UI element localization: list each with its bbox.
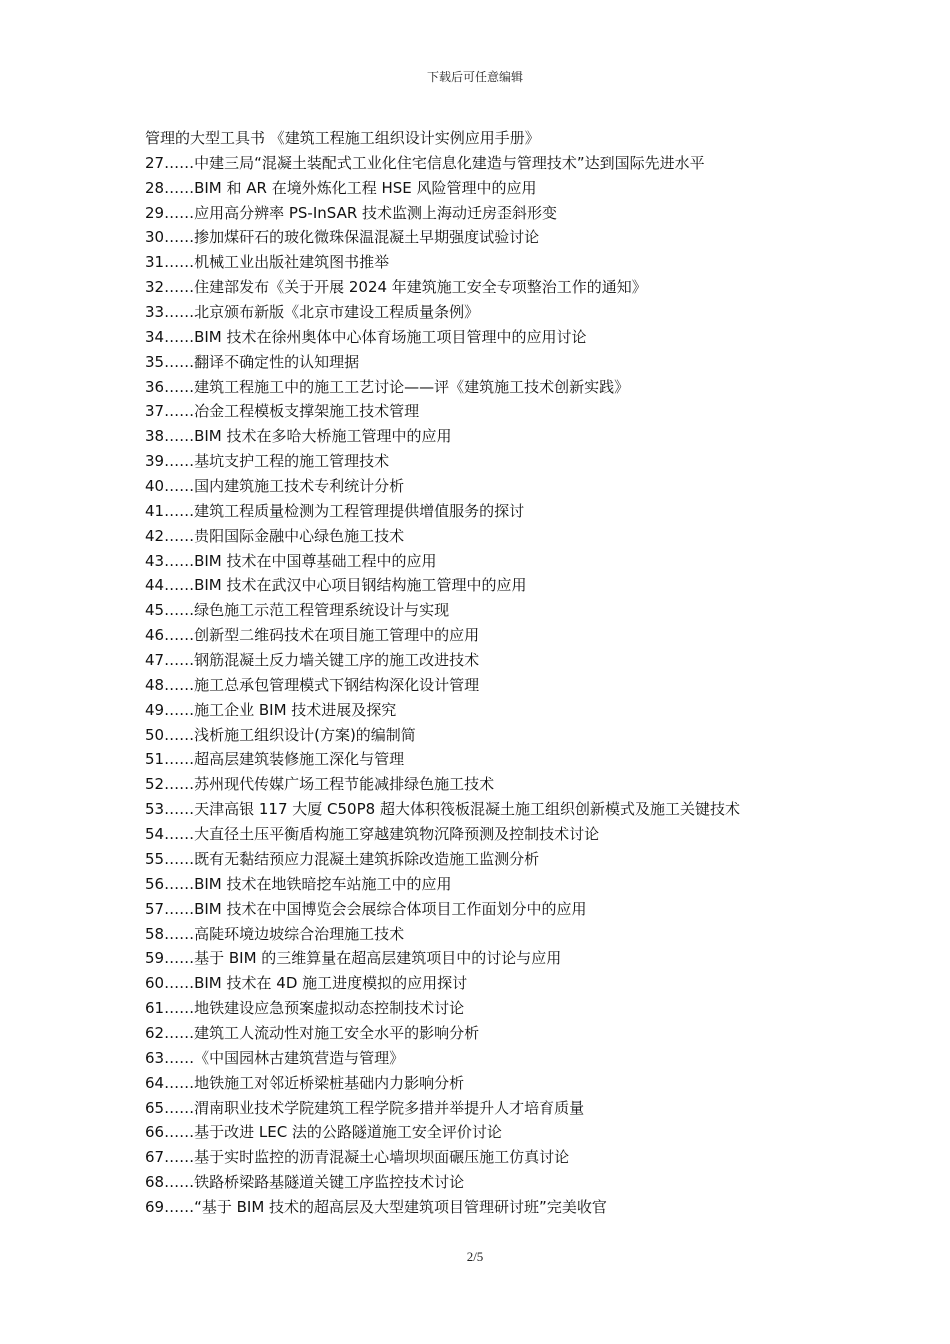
toc-line: 67……基于实时监控的沥青混凝土心墙坝坝面碾压施工仿真讨论 xyxy=(145,1148,570,1167)
toc-line: 46……创新型二维码技术在项目施工管理中的应用 xyxy=(145,626,480,645)
toc-line: 47……钢筋混凝土反力墙关键工序的施工改进技术 xyxy=(145,651,480,670)
toc-line: 66……基于改进 LEC 法的公路隧道施工安全评价讨论 xyxy=(145,1123,502,1142)
page-header: 下载后可任意编辑 xyxy=(426,70,523,84)
toc-line: 59……基于 BIM 的三维算量在超高层建筑项目中的讨论与应用 xyxy=(145,949,562,968)
toc-line: 68……铁路桥梁路基隧道关键工序监控技术讨论 xyxy=(145,1173,465,1192)
page-number: 2/5 xyxy=(466,1249,484,1264)
toc-line: 41……建筑工程质量检测为工程管理提供增值服务的探讨 xyxy=(145,501,525,520)
toc-line: 42……贵阳国际金融中心绿色施工技术 xyxy=(145,526,405,545)
toc-line: 管理的大型工具书 《建筑工程施工组织设计实例应用手册》 xyxy=(145,129,540,147)
toc-line: 57……BIM 技术在中国博览会会展综合体项目工作面划分中的应用 xyxy=(145,899,587,918)
toc-line: 65……渭南职业技术学院建筑工程学院多措并举提升人才培育质量 xyxy=(145,1098,585,1117)
toc-line: 32……住建部发布《关于开展 2024 年建筑施工安全专项整治工作的通知》 xyxy=(145,278,647,297)
toc-line: 56……BIM 技术在地铁暗挖车站施工中的应用 xyxy=(145,874,452,893)
toc-line: 36……建筑工程施工中的施工工艺讨论——评《建筑施工技术创新实践》 xyxy=(145,377,630,396)
toc-line: 44……BIM 技术在武汉中心项目钢结构施工管理中的应用 xyxy=(145,576,527,595)
toc-line: 29……应用高分辨率 PS-InSAR 技术监测上海动迁房歪斜形变 xyxy=(145,203,558,222)
toc-line: 37……冶金工程模板支撑架施工技术管理 xyxy=(145,402,420,421)
toc-line: 69……“基于 BIM 技术的超高层及大型建筑项目管理研讨班”完美收官 xyxy=(145,1197,607,1216)
toc-line: 34……BIM 技术在徐州奥体中心体育场施工项目管理中的应用讨论 xyxy=(145,327,587,346)
toc-line: 54……大直径土压平衡盾构施工穿越建筑物沉降预测及控制技术讨论 xyxy=(145,825,600,844)
toc-line: 48……施工总承包管理模式下钢结构深化设计管理 xyxy=(145,675,480,694)
toc-list xyxy=(145,126,925,1220)
toc-line: 52……苏州现代传媒广场工程节能减排绿色施工技术 xyxy=(145,775,495,794)
toc-line: 45……绿色施工示范工程管理系统设计与实现 xyxy=(145,601,450,620)
toc-line: 31……机械工业出版社建筑图书推举 xyxy=(145,253,390,272)
toc-line: 49……施工企业 BIM 技术进展及探究 xyxy=(145,700,397,719)
toc-line: 33……北京颁布新版《北京市建设工程质量条例》 xyxy=(145,303,480,322)
toc-line: 50……浅析施工组织设计(方案)的编制简 xyxy=(145,725,416,744)
toc-line: 27……中建三局“混凝土装配式工业化住宅信息化建造与管理技术”达到国际先进水平 xyxy=(145,153,705,172)
toc-line: 39……基坑支护工程的施工管理技术 xyxy=(145,452,390,471)
toc-line: 63……《中国园林古建筑营造与管理》 xyxy=(145,1048,405,1067)
toc-line: 35……翻译不确定性的认知理据 xyxy=(145,352,360,371)
toc-line: 64……地铁施工对邻近桥梁桩基础内力影响分析 xyxy=(145,1073,465,1092)
toc-line: 61……地铁建设应急预案虚拟动态控制技术讨论 xyxy=(145,999,465,1018)
toc-line: 28……BIM 和 AR 在境外炼化工程 HSE 风险管理中的应用 xyxy=(145,178,537,197)
toc-line: 38……BIM 技术在多哈大桥施工管理中的应用 xyxy=(145,427,452,446)
toc-line: 30……掺加煤矸石的玻化微珠保温混凝土早期强度试验讨论 xyxy=(145,228,540,247)
toc-line: 62……建筑工人流动性对施工安全水平的影响分析 xyxy=(145,1023,480,1042)
toc-line: 53……天津高银 117 大厦 C50P8 超大体积筏板混凝土施工组织创新模式及施工关键技术 xyxy=(145,800,740,819)
toc-line: 55……既有无黏结预应力混凝土建筑拆除改造施工监测分析 xyxy=(145,849,540,868)
toc-line: 58……高陡环境边坡综合治理施工技术 xyxy=(145,924,405,943)
toc-line: 40……国内建筑施工技术专利统计分析 xyxy=(145,477,405,496)
toc-line: 43……BIM 技术在中国尊基础工程中的应用 xyxy=(145,551,437,570)
toc-line: 51……超高层建筑装修施工深化与管理 xyxy=(145,750,405,769)
toc-line: 60……BIM 技术在 4D 施工进度模拟的应用探讨 xyxy=(145,974,468,993)
